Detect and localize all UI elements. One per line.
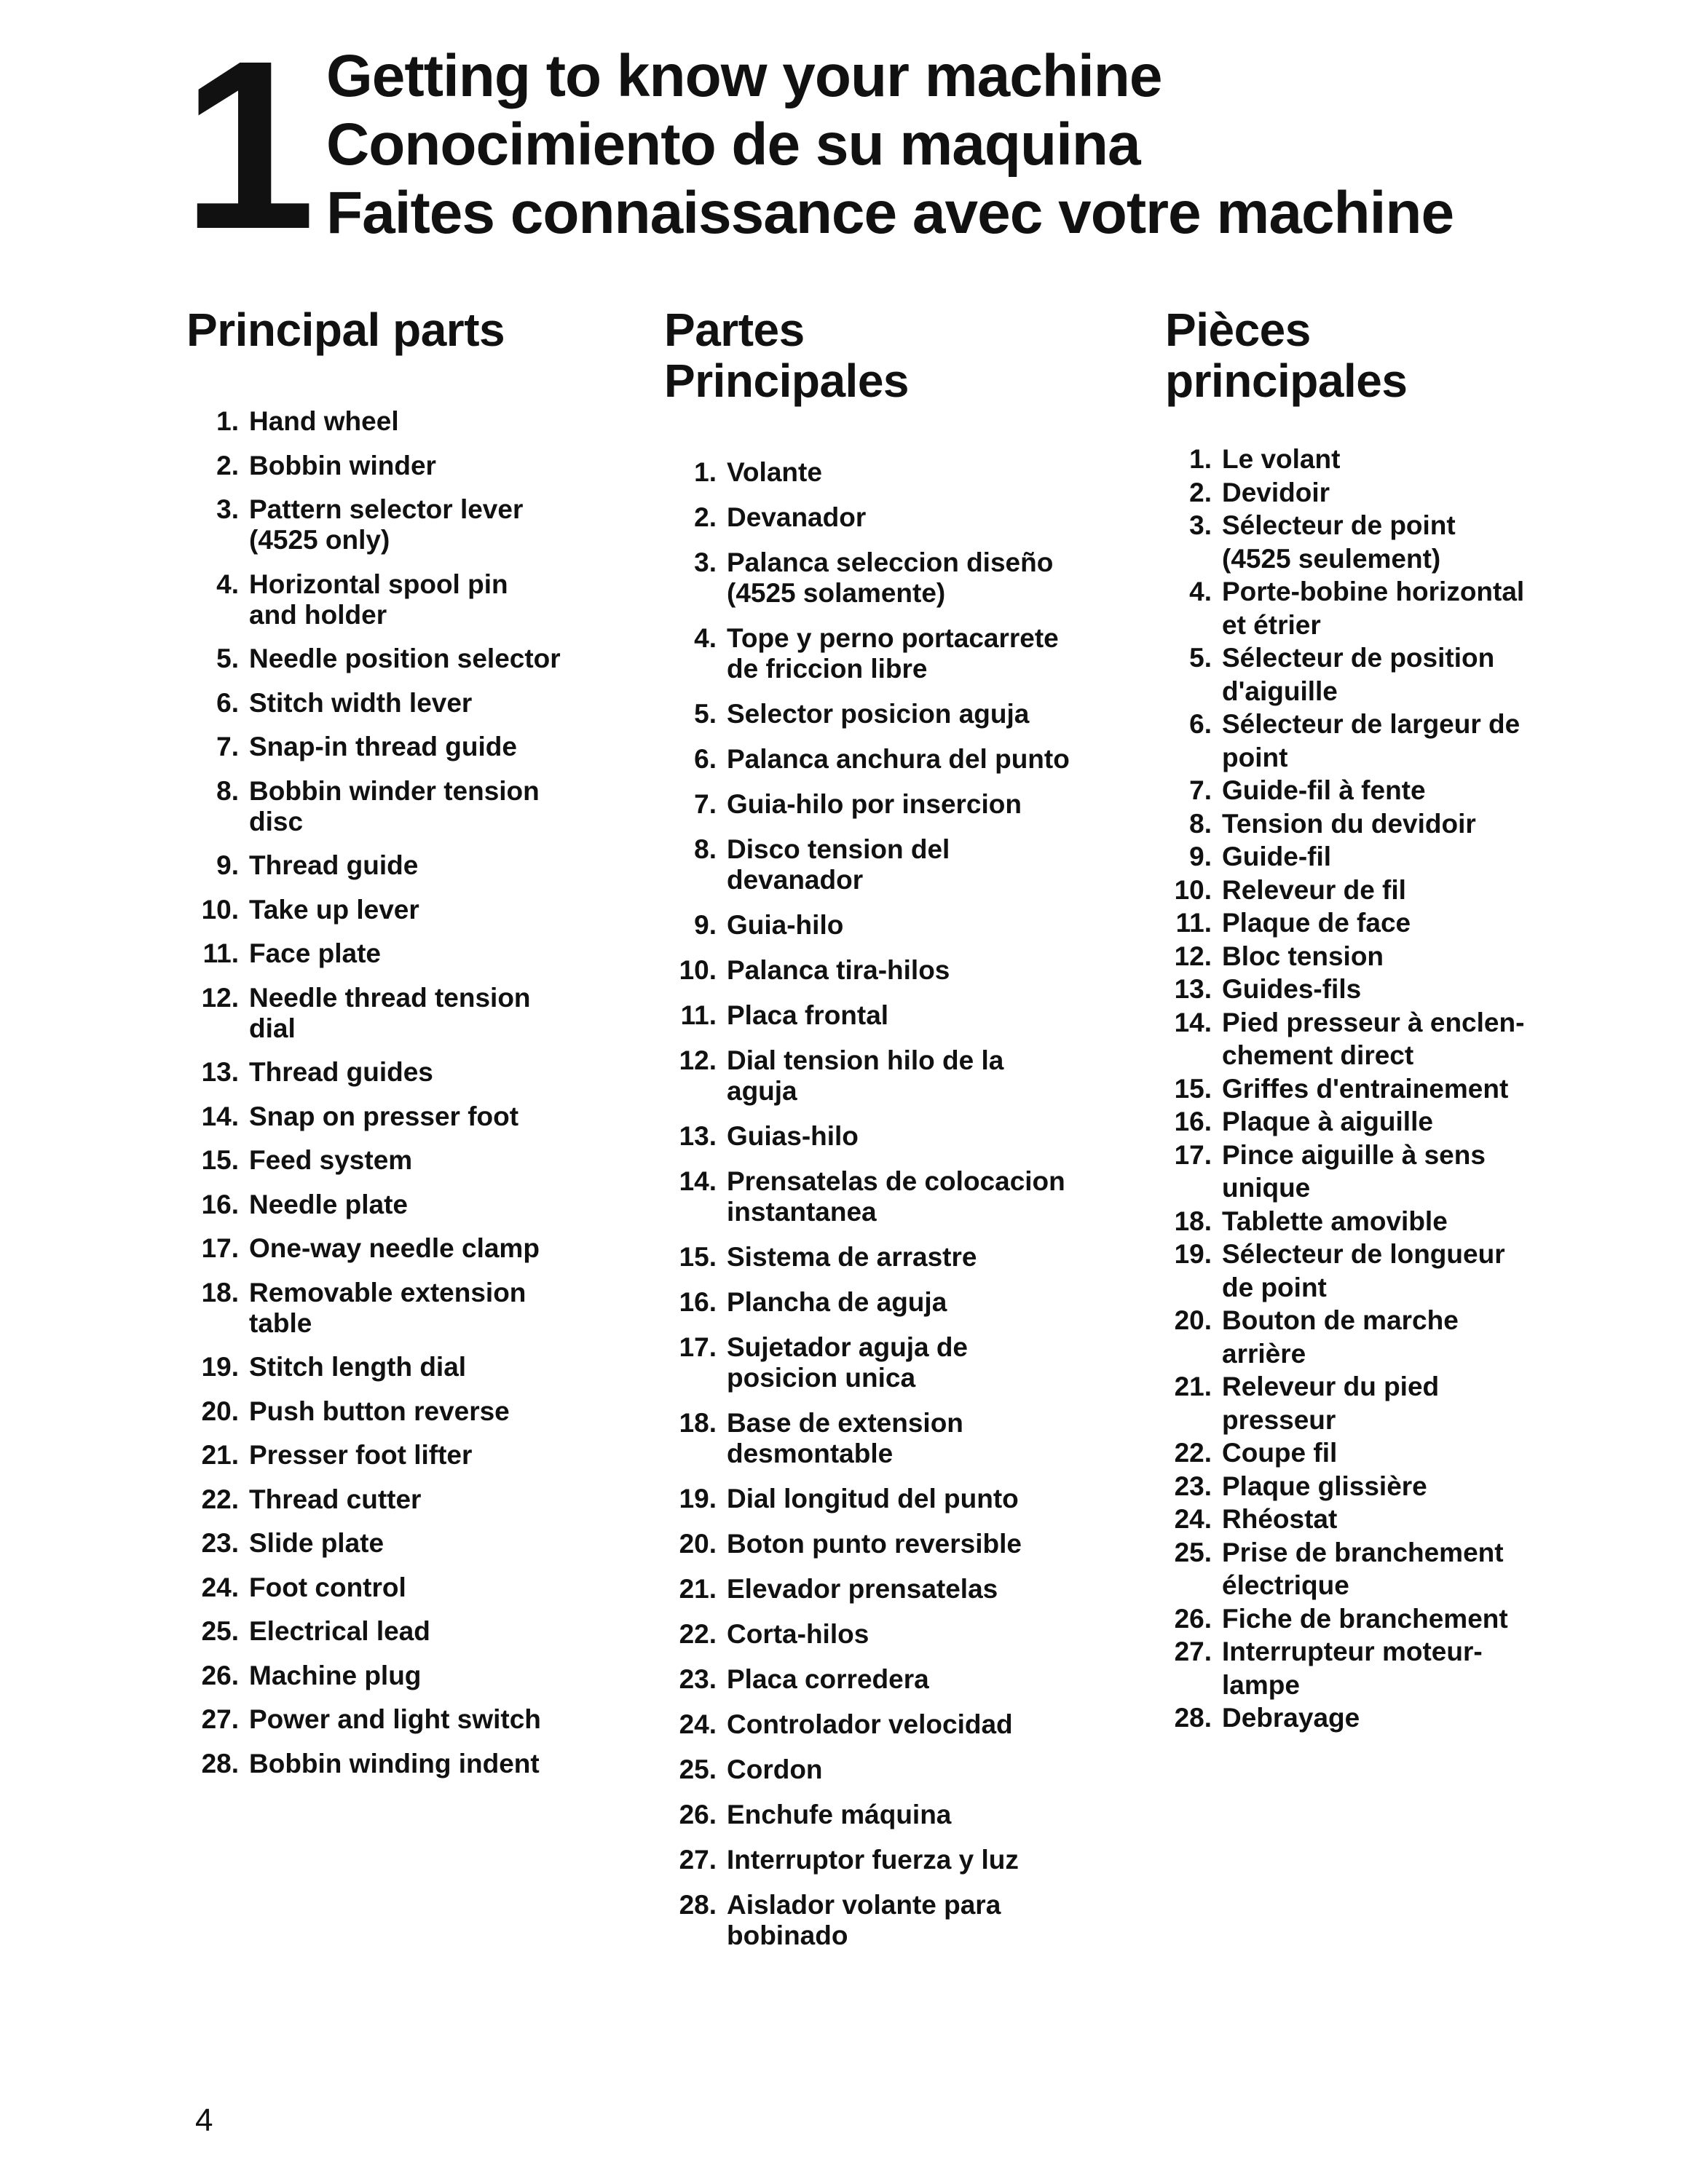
part-number: 5. bbox=[216, 644, 239, 673]
part-number: 17. bbox=[201, 1233, 239, 1263]
part-number: 8. bbox=[1189, 808, 1212, 839]
part-name: Base de extension desmontable bbox=[727, 1408, 963, 1468]
part-name: Rhéostat bbox=[1222, 1504, 1338, 1534]
part-list-item bbox=[1165, 1205, 1631, 1238]
part-list-item bbox=[1165, 1436, 1631, 1470]
part-number: 12. bbox=[679, 1045, 717, 1075]
part-list-item bbox=[664, 623, 1116, 684]
part-name: Devidoir bbox=[1222, 477, 1330, 507]
column-heading bbox=[1165, 304, 1631, 406]
part-list-item bbox=[1165, 1536, 1631, 1602]
part-number: 19. bbox=[201, 1352, 239, 1382]
part-number: 11. bbox=[202, 938, 239, 968]
part-name: Sélecteur de longueur de point bbox=[1222, 1239, 1505, 1302]
part-number: 20. bbox=[679, 1529, 717, 1559]
part-name: Thread guide bbox=[249, 850, 419, 880]
part-name: Porte-bobine horizontal et étrier bbox=[1222, 577, 1525, 640]
part-list-item bbox=[186, 644, 623, 674]
column-heading-line: principales bbox=[1165, 355, 1408, 407]
part-number: 4. bbox=[694, 623, 717, 653]
column-heading-line: Pièces bbox=[1165, 304, 1311, 356]
part-name: Prise de branchement électrique bbox=[1222, 1537, 1504, 1600]
part-number: 7. bbox=[694, 789, 717, 819]
part-list-item bbox=[664, 1045, 1116, 1107]
part-list-item bbox=[664, 1619, 1116, 1650]
part-name: Plancha de aguja bbox=[727, 1287, 947, 1317]
part-name: Bouton de marche arrière bbox=[1222, 1305, 1459, 1369]
column-heading-line: Principales bbox=[664, 355, 909, 407]
column-heading-line: Principal parts bbox=[186, 304, 505, 356]
part-list-item bbox=[186, 1396, 623, 1427]
part-list-item bbox=[186, 938, 623, 969]
part-list-item bbox=[1165, 807, 1631, 841]
part-number: 2. bbox=[694, 502, 717, 532]
part-number: 6. bbox=[694, 744, 717, 774]
part-list-item bbox=[664, 1000, 1116, 1031]
part-name: Dial tension hilo de la aguja bbox=[727, 1045, 1004, 1106]
part-number: 18. bbox=[679, 1408, 717, 1438]
part-number: 8. bbox=[694, 834, 717, 864]
part-list-item bbox=[1165, 1602, 1631, 1636]
part-number: 15. bbox=[1174, 1073, 1212, 1104]
part-list-item bbox=[1165, 1701, 1631, 1735]
part-number: 19. bbox=[679, 1484, 717, 1514]
part-name: Removable extension table bbox=[249, 1277, 526, 1338]
part-number: 21. bbox=[1174, 1372, 1212, 1401]
part-number: 26. bbox=[1174, 1603, 1212, 1634]
part-list-item bbox=[664, 547, 1116, 609]
part-name: Aislador volante para bobinado bbox=[727, 1890, 1001, 1950]
part-name: Releveur du pied presseur bbox=[1222, 1372, 1440, 1435]
part-name: Sistema de arrastre bbox=[727, 1242, 977, 1272]
part-name: Plaque à aiguille bbox=[1222, 1107, 1433, 1136]
part-name: Palanca anchura del punto bbox=[727, 744, 1070, 774]
part-name: Thread guides bbox=[249, 1057, 433, 1087]
part-name: Sujetador aguja de posicion unica bbox=[727, 1332, 969, 1393]
part-number: 12. bbox=[201, 982, 239, 1013]
part-list-item bbox=[664, 1529, 1116, 1559]
part-name: Sélecteur de largeur de point bbox=[1222, 709, 1521, 772]
part-list-item bbox=[1165, 641, 1631, 708]
part-number: 27. bbox=[201, 1704, 239, 1734]
part-name: Presser foot lifter bbox=[249, 1440, 473, 1470]
part-number: 2. bbox=[1189, 477, 1212, 507]
part-number: 8. bbox=[216, 775, 239, 806]
part-number: 23. bbox=[1174, 1471, 1212, 1501]
part-list-item bbox=[664, 789, 1116, 820]
part-number: 1. bbox=[1189, 444, 1212, 474]
part-list-item bbox=[186, 776, 623, 837]
parts-column-spanish bbox=[664, 304, 1116, 1966]
part-name: Slide plate bbox=[249, 1528, 384, 1558]
part-number: 17. bbox=[1174, 1139, 1212, 1170]
part-name: Palanca seleccion diseño (4525 solamente) bbox=[727, 547, 1054, 608]
part-name: Needle position selector bbox=[249, 644, 561, 673]
part-name: Stitch length dial bbox=[249, 1352, 467, 1382]
part-list-item bbox=[186, 1616, 623, 1647]
part-number: 22. bbox=[679, 1619, 717, 1649]
part-list-item bbox=[664, 1121, 1116, 1152]
part-name: Coupe fil bbox=[1222, 1438, 1338, 1468]
part-list-item bbox=[186, 983, 623, 1044]
part-list-item bbox=[186, 494, 623, 555]
part-number: 16. bbox=[201, 1189, 239, 1219]
part-number: 7. bbox=[216, 732, 239, 761]
part-list-item bbox=[664, 699, 1116, 729]
part-name: Cordon bbox=[727, 1754, 823, 1784]
part-name: Le volant bbox=[1222, 444, 1341, 474]
parts-list bbox=[186, 406, 623, 1779]
part-number: 3. bbox=[1189, 510, 1212, 540]
part-list-item bbox=[664, 1664, 1116, 1695]
part-name: Plaque glissière bbox=[1222, 1471, 1427, 1501]
part-list-item bbox=[1165, 509, 1631, 575]
part-list-item bbox=[664, 744, 1116, 775]
part-list-item bbox=[664, 1890, 1116, 1951]
part-list-item bbox=[1165, 1470, 1631, 1503]
part-number: 14. bbox=[679, 1166, 717, 1196]
chapter-title-es: Conocimiento de su maquina bbox=[326, 111, 1140, 178]
part-list-item bbox=[1165, 1370, 1631, 1436]
part-list-item bbox=[1165, 906, 1631, 940]
part-name: Controlador velocidad bbox=[727, 1709, 1013, 1739]
part-number: 11. bbox=[680, 1000, 717, 1030]
part-name: Enchufe máquina bbox=[727, 1800, 952, 1829]
part-list-item bbox=[186, 1352, 623, 1382]
part-number: 2. bbox=[216, 450, 239, 480]
part-number: 25. bbox=[201, 1616, 239, 1646]
part-number: 20. bbox=[201, 1396, 239, 1426]
part-list-item bbox=[1165, 708, 1631, 774]
part-name: Guia-hilo bbox=[727, 910, 844, 940]
part-list-item bbox=[1165, 774, 1631, 807]
chapter-title-en: Getting to know your machine bbox=[326, 43, 1162, 109]
part-name: Interruptor fuerza y luz bbox=[727, 1845, 1019, 1875]
part-number: 19. bbox=[1174, 1239, 1212, 1269]
column-heading bbox=[664, 304, 1116, 406]
part-list-item bbox=[664, 457, 1116, 488]
part-number: 10. bbox=[679, 955, 717, 985]
part-list-item bbox=[1165, 1635, 1631, 1701]
chapter-number: 1 bbox=[182, 10, 309, 279]
part-number: 24. bbox=[679, 1709, 717, 1739]
part-number: 18. bbox=[1174, 1206, 1212, 1236]
part-list-item bbox=[664, 834, 1116, 895]
part-name: Placa corredera bbox=[727, 1664, 929, 1694]
part-list-item bbox=[186, 1233, 623, 1264]
part-list-item bbox=[186, 1145, 623, 1176]
part-number: 15. bbox=[679, 1242, 717, 1272]
part-number: 6. bbox=[216, 687, 239, 718]
part-name: Sélecteur de point (4525 seulement) bbox=[1222, 510, 1456, 574]
part-name: Face plate bbox=[249, 938, 381, 968]
part-name: Bobbin winder bbox=[249, 450, 436, 480]
part-number: 17. bbox=[679, 1332, 717, 1362]
part-name: Elevador prensatelas bbox=[727, 1574, 998, 1604]
part-name: Snap on presser foot bbox=[249, 1101, 519, 1131]
part-name: One-way needle clamp bbox=[249, 1233, 540, 1263]
part-list-item bbox=[664, 1242, 1116, 1273]
part-name: Bloc tension bbox=[1222, 941, 1384, 971]
column-heading bbox=[186, 304, 623, 355]
part-name: Take up lever bbox=[249, 894, 419, 925]
part-number: 3. bbox=[216, 494, 239, 524]
parts-column-english bbox=[186, 304, 623, 1792]
part-list-item bbox=[1165, 1304, 1631, 1370]
part-list-item bbox=[186, 1278, 623, 1339]
part-name: Needle plate bbox=[249, 1189, 408, 1219]
part-number: 13. bbox=[201, 1057, 239, 1087]
part-number: 13. bbox=[1174, 974, 1212, 1004]
part-name: Snap-in thread guide bbox=[249, 732, 517, 761]
part-number: 7. bbox=[1189, 775, 1212, 805]
part-name: Griffes d'entrainement bbox=[1222, 1073, 1509, 1104]
part-name: Interrupteur moteur- lampe bbox=[1222, 1637, 1483, 1700]
part-number: 9. bbox=[694, 910, 717, 940]
part-name: Fiche de branchement bbox=[1222, 1603, 1508, 1634]
part-name: Guide-fil à fente bbox=[1222, 775, 1426, 805]
part-list-item bbox=[664, 1287, 1116, 1318]
part-list-item bbox=[1165, 476, 1631, 510]
part-number: 14. bbox=[1174, 1007, 1212, 1037]
part-list-item bbox=[1165, 1238, 1631, 1304]
part-number: 20. bbox=[1174, 1305, 1212, 1335]
part-number: 3. bbox=[694, 547, 717, 577]
part-list-item bbox=[186, 1661, 623, 1691]
part-list-item bbox=[1165, 973, 1631, 1006]
part-list-item bbox=[664, 1332, 1116, 1393]
part-name: Stitch width lever bbox=[249, 687, 473, 718]
part-list-item bbox=[664, 910, 1116, 941]
part-name: Power and light switch bbox=[249, 1704, 541, 1734]
part-number: 15. bbox=[201, 1145, 239, 1175]
part-number: 25. bbox=[1174, 1537, 1212, 1567]
part-name: Guide-fil bbox=[1222, 842, 1332, 871]
part-number: 11. bbox=[1175, 908, 1212, 938]
part-name: Hand wheel bbox=[249, 406, 399, 436]
part-list-item bbox=[1165, 1503, 1631, 1536]
part-name: Tension du devidoir bbox=[1222, 808, 1476, 839]
part-list-item bbox=[1165, 874, 1631, 907]
part-number: 27. bbox=[1174, 1637, 1212, 1666]
part-name: Prensatelas de colocacion instantanea bbox=[727, 1166, 1065, 1227]
part-list-item bbox=[664, 1574, 1116, 1605]
part-name: Bobbin winder tension disc bbox=[249, 775, 540, 836]
part-number: 1. bbox=[216, 406, 239, 436]
part-number: 23. bbox=[201, 1528, 239, 1558]
part-list-item bbox=[664, 1166, 1116, 1227]
part-name: Releveur de fil bbox=[1222, 874, 1406, 905]
part-name: Tablette amovible bbox=[1222, 1206, 1448, 1236]
part-number: 5. bbox=[1189, 643, 1212, 673]
part-name: Devanador bbox=[727, 502, 867, 532]
part-number: 1. bbox=[694, 457, 717, 487]
part-name: Volante bbox=[727, 457, 822, 487]
part-name: Debrayage bbox=[1222, 1703, 1360, 1733]
part-number: 28. bbox=[201, 1748, 239, 1779]
part-number: 28. bbox=[1174, 1703, 1212, 1733]
part-number: 16. bbox=[1174, 1107, 1212, 1136]
part-name: Selector posicion aguja bbox=[727, 699, 1030, 729]
part-name: Bobbin winding indent bbox=[249, 1748, 540, 1779]
part-list-item bbox=[664, 1845, 1116, 1875]
part-name: Guia-hilo por insercion bbox=[727, 789, 1022, 819]
part-list-item bbox=[1165, 1006, 1631, 1072]
part-list-item bbox=[186, 569, 623, 630]
part-list-item bbox=[186, 1484, 623, 1515]
part-list-item bbox=[186, 451, 623, 481]
part-number: 23. bbox=[679, 1664, 717, 1694]
part-name: Foot control bbox=[249, 1572, 406, 1602]
part-list-item bbox=[1165, 575, 1631, 641]
part-name: Pied presseur à enclen- chement direct bbox=[1222, 1007, 1525, 1070]
part-number: 26. bbox=[201, 1660, 239, 1690]
part-name: Machine plug bbox=[249, 1660, 422, 1690]
page-number: 4 bbox=[195, 2102, 213, 2138]
part-name: Horizontal spool pin and holder bbox=[249, 569, 508, 630]
part-list-item bbox=[664, 1754, 1116, 1785]
part-name: Feed system bbox=[249, 1145, 413, 1175]
part-list-item bbox=[664, 1800, 1116, 1830]
chapter-title-fr: Faites connaissance avec votre machine bbox=[326, 180, 1454, 246]
part-list-item bbox=[186, 732, 623, 762]
part-list-item bbox=[186, 1190, 623, 1220]
part-number: 21. bbox=[679, 1574, 717, 1604]
parts-column-french bbox=[1165, 304, 1631, 1735]
part-number: 22. bbox=[201, 1484, 239, 1514]
part-number: 10. bbox=[1174, 874, 1212, 905]
chapter-title-block bbox=[326, 42, 1454, 248]
part-number: 18. bbox=[201, 1277, 239, 1307]
part-number: 27. bbox=[679, 1845, 717, 1875]
part-name: Guides-fils bbox=[1222, 974, 1362, 1004]
part-name: Palanca tira-hilos bbox=[727, 955, 950, 985]
part-list-item bbox=[664, 502, 1116, 533]
part-list-item bbox=[1165, 1139, 1631, 1205]
part-name: Pattern selector lever (4525 only) bbox=[249, 494, 524, 555]
part-number: 9. bbox=[1189, 842, 1212, 871]
part-name: Tope y perno portacarrete de friccion libre bbox=[727, 623, 1059, 684]
part-number: 6. bbox=[1189, 709, 1212, 739]
part-name: Plaque de face bbox=[1222, 908, 1411, 938]
part-name: Needle thread tension dial bbox=[249, 982, 531, 1043]
part-number: 9. bbox=[216, 850, 239, 880]
part-name: Thread cutter bbox=[249, 1484, 422, 1514]
part-number: 28. bbox=[679, 1890, 717, 1920]
part-list-item bbox=[186, 1572, 623, 1603]
part-name: Disco tension del devanador bbox=[727, 834, 950, 895]
part-number: 16. bbox=[679, 1287, 717, 1317]
part-name: Pince aiguille à sens unique bbox=[1222, 1139, 1486, 1203]
part-number: 12. bbox=[1174, 941, 1212, 971]
part-list-item bbox=[186, 406, 623, 437]
part-list-item bbox=[664, 1709, 1116, 1740]
part-number: 13. bbox=[679, 1121, 717, 1151]
parts-list bbox=[1165, 443, 1631, 1735]
part-name: Placa frontal bbox=[727, 1000, 889, 1030]
part-list-item bbox=[186, 895, 623, 925]
part-number: 24. bbox=[1174, 1504, 1212, 1534]
part-list-item bbox=[1165, 443, 1631, 476]
part-number: 22. bbox=[1174, 1438, 1212, 1468]
part-name: Push button reverse bbox=[249, 1396, 510, 1426]
part-name: Sélecteur de position d'aiguille bbox=[1222, 643, 1495, 706]
part-list-item bbox=[664, 955, 1116, 986]
part-list-item bbox=[186, 850, 623, 881]
part-number: 26. bbox=[679, 1800, 717, 1829]
part-list-item bbox=[186, 1528, 623, 1559]
part-number: 14. bbox=[201, 1101, 239, 1131]
part-number: 24. bbox=[201, 1572, 239, 1602]
part-number: 4. bbox=[1189, 577, 1212, 606]
part-number: 5. bbox=[694, 699, 717, 729]
part-name: Boton punto reversible bbox=[727, 1529, 1022, 1559]
part-list-item bbox=[186, 1057, 623, 1088]
part-list-item bbox=[186, 688, 623, 719]
part-list-item bbox=[186, 1440, 623, 1471]
part-name: Guias-hilo bbox=[727, 1121, 859, 1151]
part-number: 4. bbox=[216, 569, 239, 599]
part-list-item bbox=[1165, 1105, 1631, 1139]
part-list-item bbox=[664, 1408, 1116, 1469]
part-list-item bbox=[1165, 940, 1631, 973]
parts-list bbox=[664, 457, 1116, 1951]
part-number: 10. bbox=[201, 894, 239, 925]
part-name: Corta-hilos bbox=[727, 1619, 869, 1649]
part-list-item bbox=[1165, 840, 1631, 874]
part-name: Dial longitud del punto bbox=[727, 1484, 1019, 1514]
part-list-item bbox=[186, 1704, 623, 1735]
part-number: 25. bbox=[679, 1754, 717, 1784]
part-list-item bbox=[664, 1484, 1116, 1514]
part-list-item bbox=[186, 1101, 623, 1132]
part-name: Electrical lead bbox=[249, 1616, 430, 1646]
part-number: 21. bbox=[201, 1440, 239, 1470]
part-list-item bbox=[1165, 1072, 1631, 1106]
column-heading-line: Partes bbox=[664, 304, 805, 356]
part-list-item bbox=[186, 1749, 623, 1779]
